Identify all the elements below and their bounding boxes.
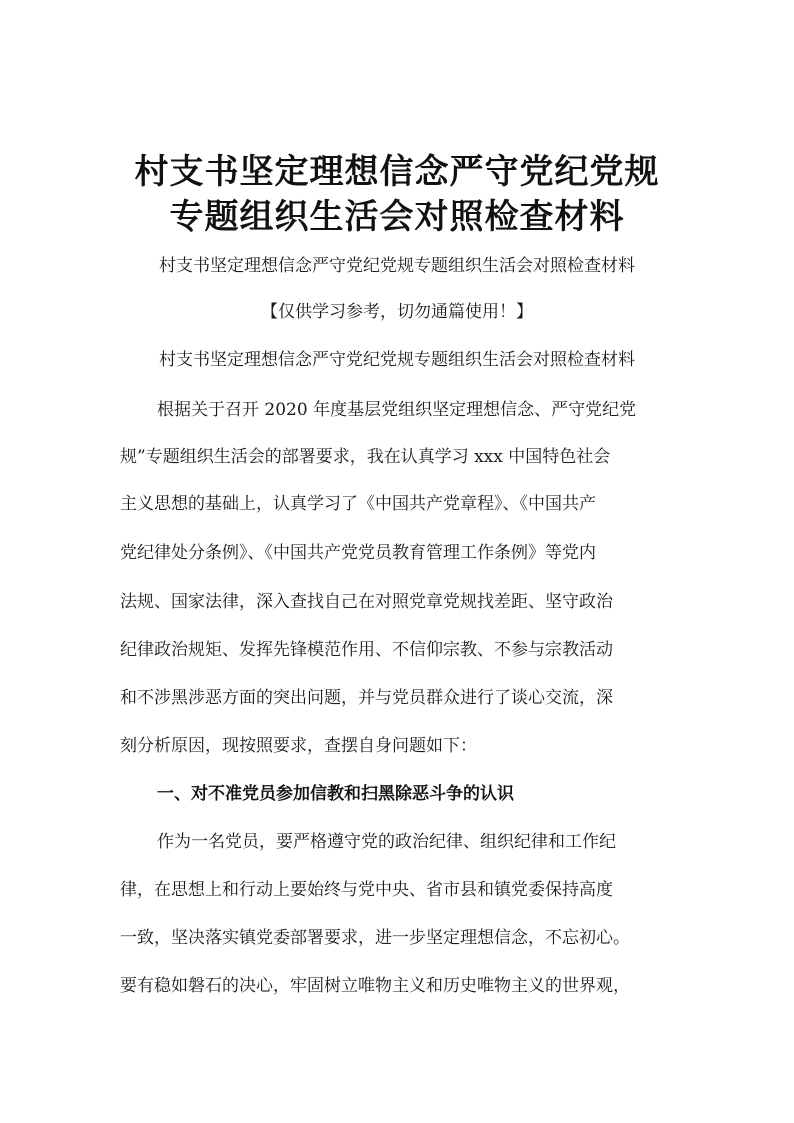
paragraph-2-line: 作为一名党员，要严格遵守党的政治纪律、组织纪律和工作纪: [157, 832, 616, 852]
paragraph-1-line: 主义思想的基础上，认真学习了《中国共产党章程》、《中国共产: [120, 494, 596, 514]
section-heading: 一、对不准党员参加信教和扫黑除恶斗争的认识: [157, 784, 514, 804]
paragraph-2-line: 要有稳如磐石的决心，牢固树立唯物主义和历史唯物主义的世界观，: [120, 976, 630, 996]
paragraph-1-line: 法规、国家法律，深入查找自己在对照党章党规找差距、坚守政治: [120, 592, 613, 612]
usage-notice: 【仅供学习参考，切勿通篇使用！】: [261, 302, 533, 322]
document-subtitle: 村支书坚定理想信念严守党纪党规专题组织生活会对照检查材料: [159, 256, 635, 276]
paragraph-2-line: 一致，坚决落实镇党委部署要求，进一步坚定理想信念，不忘初心。: [120, 928, 630, 948]
document-title-line-2: 专题组织生活会对照检查材料: [169, 197, 625, 237]
repeated-title: 村支书坚定理想信念严守党纪党规专题组织生活会对照检查材料: [159, 350, 635, 370]
paragraph-1-line: 党纪律处分条例》、《中国共产党党员教育管理工作条例》等党内: [120, 543, 596, 563]
paragraph-1-line: 和不涉黑涉恶方面的突出问题，并与党员群众进行了谈心交流，深: [120, 688, 613, 708]
paragraph-1-line: 根据关于召开 2020 年度基层党组织坚定理想信念、严守党纪党: [157, 400, 637, 420]
paragraph-1-line: 纪律政治规矩、发挥先锋模范作用、不信仰宗教、不参与宗教活动: [120, 640, 613, 660]
paragraph-1-line: 刻分析原因，现按照要求，查摆自身问题如下：: [120, 736, 477, 756]
paragraph-1-line: 规”专题组织生活会的部署要求，我在认真学习 xxx 中国特色社会: [120, 447, 611, 467]
paragraph-2-line: 律，在思想上和行动上要始终与党中央、省市县和镇党委保持高度: [120, 880, 613, 900]
document-title-line-1: 村支书坚定理想信念严守党纪党规: [134, 152, 660, 192]
